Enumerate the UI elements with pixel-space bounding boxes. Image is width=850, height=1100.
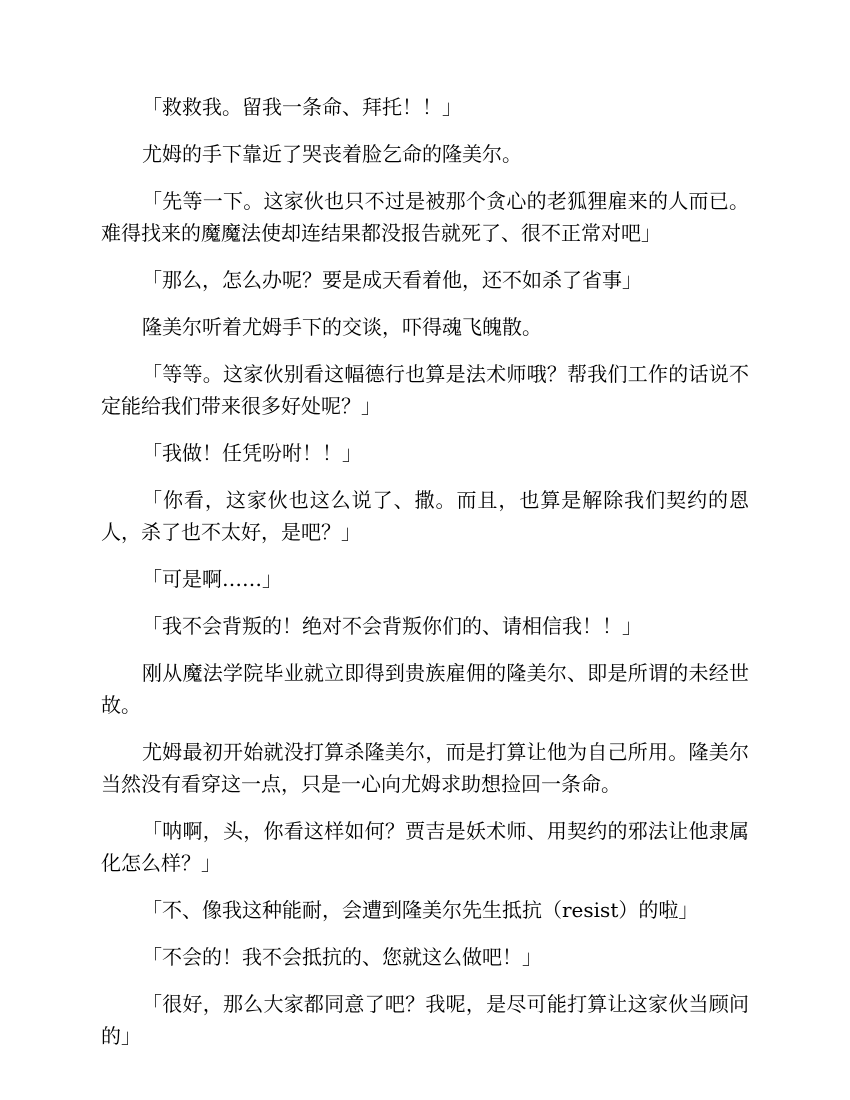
paragraph: 「很好，那么大家都同意了吧？我呢，是尽可能打算让这家伙当顾问的」 — [101, 992, 749, 1048]
paragraph: 「不会的！我不会抵抗的、您就这么做吧！」 — [142, 945, 542, 969]
paragraph: 尤姆最初开始就没打算杀隆美尔，而是打算让他为自己所用。隆美尔当然没有看穿这一点，只是一心向尤姆求助想捡回一条命。 — [101, 740, 749, 796]
paragraph: 「那么，怎么办呢？要是成天看着他，还不如杀了省事」 — [142, 268, 642, 292]
paragraph: 「你看，这家伙也这么说了、撒。而且，也算是解除我们契约的恩人，杀了也不太好，是吧？」 — [101, 488, 749, 544]
paragraph: 刚从魔法学院毕业就立即得到贵族雇佣的隆美尔、即是所谓的未经世故。 — [101, 661, 749, 717]
paragraph: 「可是啊……」 — [142, 567, 282, 591]
paragraph: 「救救我。留我一条命、拜托！！」 — [142, 95, 462, 119]
paragraph: 「等等。这家伙别看这幅德行也算是法术师哦？帮我们工作的话说不定能给我们带来很多好处呢？」 — [101, 362, 749, 418]
paragraph: 「我做！任凭吩咐！！」 — [142, 441, 362, 465]
paragraph: 「呐啊，头，你看这样如何？贾吉是妖术师、用契约的邪法让他隶属化怎么样？」 — [101, 819, 749, 875]
paragraph: 「不、像我这种能耐，会遭到隆美尔先生抵抗（resist）的啦」 — [142, 898, 699, 922]
paragraph: 「先等一下。这家伙也只不过是被那个贪心的老狐狸雇来的人而已。难得找来的魔魔法使却连结果都没报告就死了、很不正常对吧」 — [101, 189, 749, 245]
paragraph: 隆美尔听着尤姆手下的交谈，吓得魂飞魄散。 — [142, 315, 542, 339]
paragraph: 尤姆的手下靠近了哭丧着脸乞命的隆美尔。 — [142, 142, 522, 166]
paragraph: 「我不会背叛的！绝对不会背叛你们的、请相信我！！」 — [142, 614, 642, 638]
document-page — [101, 91, 749, 1067]
